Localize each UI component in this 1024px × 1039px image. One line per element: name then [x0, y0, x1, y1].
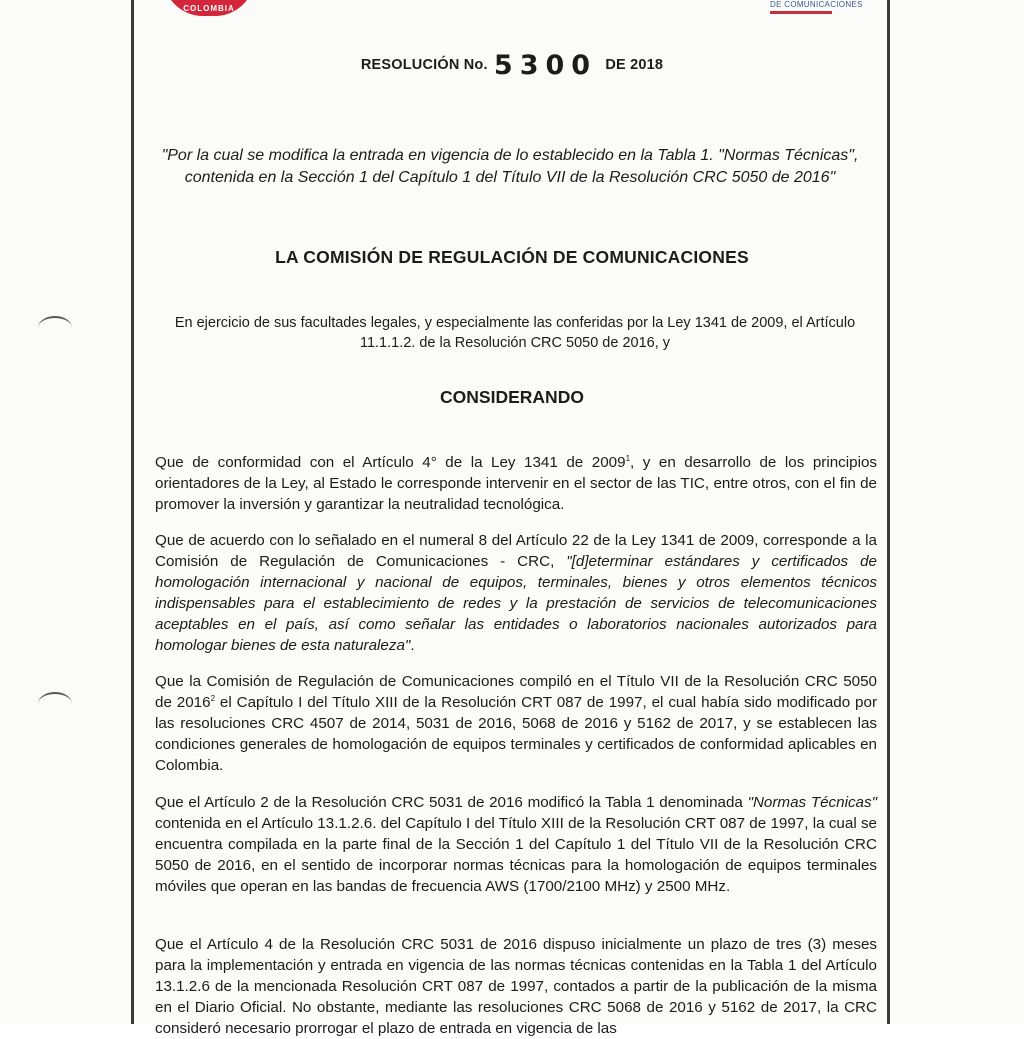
paragraph-2-quote: "[d]eterminar estándares y certificados de homologación internacional y nacional de equipos, terminales, bienes y otros elementos técnicos indispensables para el establecimiento de redes y la prestación de servicios de telecomunicaciones aceptables en el país, así como señalar las entidades o laboratorios nacionales autorizados para homologar bienes de esta naturaleza" — [155, 553, 877, 654]
paragraph-1 — [155, 452, 877, 515]
paragraph-4-quote: "Normas Técnicas" — [747, 794, 877, 811]
resolution-label: RESOLUCIÓN No. — [360, 57, 488, 73]
paragraph-1-text-b: , y en desarrollo de los principios orientadores de la Ley, al Estado le corresponde intervenir en el sector de las TIC, entre otros, con el fin de promover la inversión y garantizar la neutralidad tecnológica. — [155, 454, 877, 513]
binder-hole-top — [38, 316, 72, 340]
paragraph-2 — [155, 530, 877, 656]
paragraph-4 — [155, 792, 877, 897]
crc-logo — [770, 0, 866, 18]
colombia-seal-text: COLOMBIA — [183, 4, 235, 13]
page-edge-left — [131, 0, 134, 1024]
paragraph-3-text-b: el Capítulo I del Título XIII de la Resolución CRT 087 de 1997, el cual había sido modificado por las resoluciones CRC 4507 de 2014, 5031 de 2016, 5068 de 2016 y 5162 de 2017, y se establecen las condiciones generales de homologación de equipos terminales y certificados de conformidad aplicables en Colombia. — [155, 694, 877, 774]
paragraph-5: Que el Artículo 4 de la Resolución CRC 5031 de 2016 dispuso inicialmente un plazo de tres (3) meses para la implementación y entrada en vigencia de las normas técnicas contenidas en la Tabla 1 del Artículo 13.1.2.6 de la mencionada Resolución CRT 087 de 1997, contados a partir de la publicación de la misma en el Diario Oficial. No obstante, mediante las resoluciones CRC 5068 de 2016 y 5162 de 2017, la CRC consideró necesario prorrogar el plazo de entrada en vigencia de las — [155, 936, 877, 1037]
considerando-heading: CONSIDERANDO — [440, 387, 584, 407]
paragraph-2-text-b: . — [410, 637, 415, 654]
paragraph-1-text-a: Que de conformidad con el Artículo 4° de la Ley 1341 de 2009 — [155, 454, 626, 471]
crc-logo-bar — [770, 11, 832, 14]
footnote-ref-2: 2 — [210, 693, 216, 703]
footnote-ref-1: 1 — [625, 453, 631, 463]
resolution-title: "Por la cual se modifica la entrada en vigencia de lo establecido en la Tabla 1. "Normas Técnicas", contenida en la Sección 1 del Capítulo 1 del Título VII de la Resolución CRC 5050 de 2016" — [161, 147, 859, 186]
resolution-year: DE 2018 — [605, 57, 664, 73]
paragraph-4-text-b: contenida en el Artículo 13.1.2.6. del Capítulo I del Título XIII de la Resolución CRT 087 de 1997, la cual se encuentra compilada en la parte final de la Sección 1 del Capítulo 1 del Título VII de la Resolución CRC 5050 de 2016, en el sentido de incorporar normas técnicas para la homologación de equipos terminales móviles que operan en las bandas de frecuencia AWS (1700/2100 MHz) y 2500 MHz. — [155, 815, 877, 895]
commission-heading: LA COMISIÓN DE REGULACIÓN DE COMUNICACIONES — [275, 247, 749, 267]
paragraph-2-text-a: Que de acuerdo con lo señalado en el numeral 8 del Artículo 22 de la Ley 1341 de 2009, corresponde a la Comisión de Regulación de Comunicaciones - CRC, — [155, 532, 877, 570]
paragraph-4-text-a: Que el Artículo 2 de la Resolución CRC 5031 de 2016 modificó la Tabla 1 denominada — [155, 794, 748, 811]
preamble: En ejercicio de sus facultades legales, y especialmente las conferidas por la Ley 1341 de 2009, el Artículo 11.1.1.2. de la Resolución CRC 5050 de 2016, y — [174, 315, 856, 351]
page-edge-right — [887, 0, 890, 1024]
crc-logo-text: DE COMUNICACIONES — [770, 0, 863, 9]
paragraph-3-text-a: Que la Comisión de Regulación de Comunicaciones compiló en el Título VII de la Resolución CRC 5050 de 2016 — [155, 673, 877, 711]
paragraph-3 — [155, 671, 877, 776]
resolution-heading — [0, 50, 1024, 81]
resolution-number: 5300 — [493, 50, 598, 81]
binder-hole-bottom — [38, 692, 72, 716]
